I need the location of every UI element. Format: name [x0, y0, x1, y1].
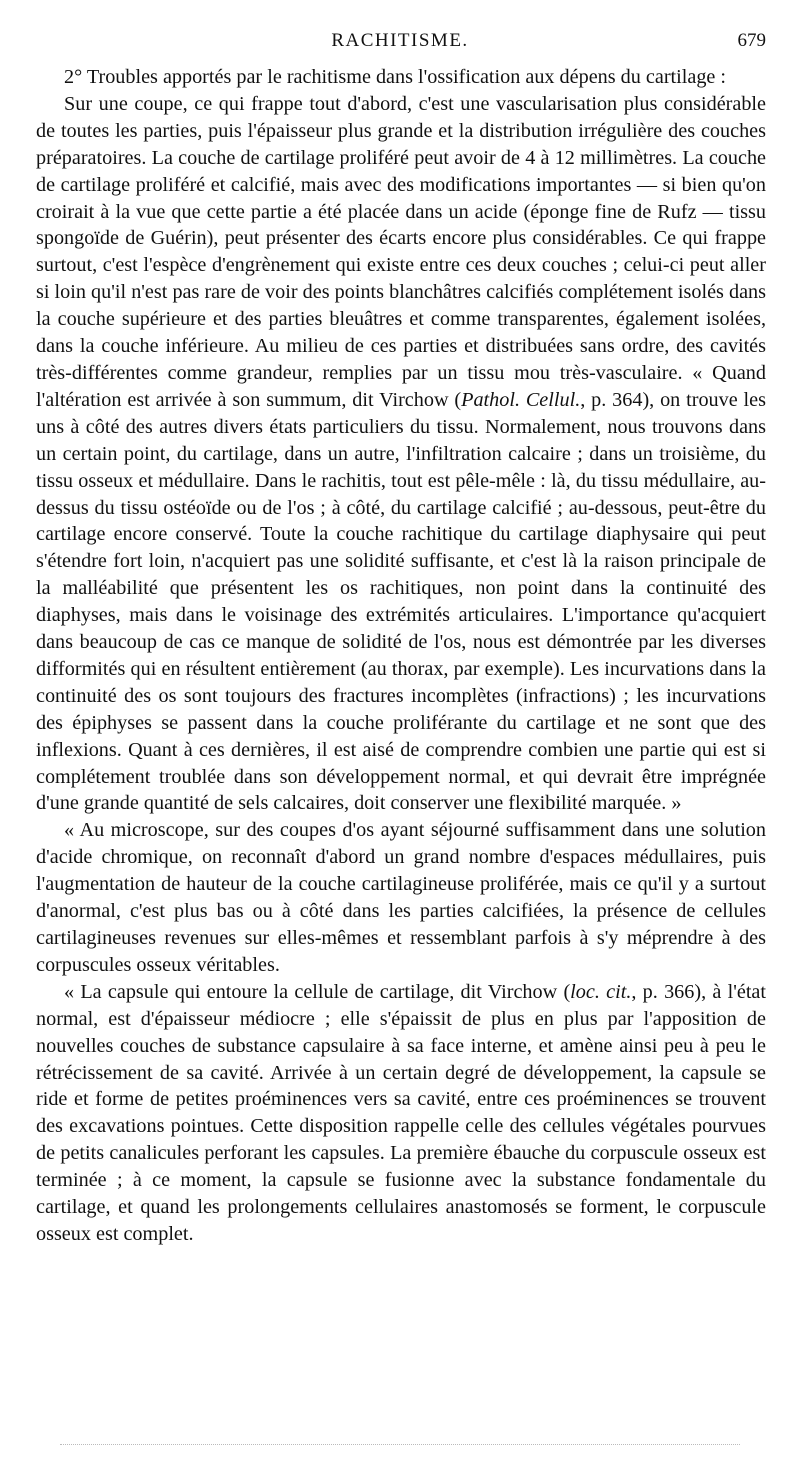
- page-number: 679: [737, 30, 766, 51]
- text-run: , p. 366), à l'état normal, est d'épaisseur médiocre ; elle s'épaissit de plus en plus par l'apposition de nouvelles couches de substance capsulaire à sa face interne, et amène ainsi peu à peu le rétrécissement de sa cavité. Arrivée à un certain degré de développement, la capsule se ride et forme de petites proéminences vers sa cavité, entre ces proéminences se trouvent des excavations pointues. Cette disposition rappelle celle des cellules végétales pourvues de petits canalicules perforant les capsules. La première ébauche du corpuscule osseux est terminée ; à ce moment, la capsule se fusionne avec la substance fondamentale du cartilage, et quand les prolongements cellulaires anastomosés se forment, le corpuscule osseux est complet.: [36, 980, 767, 1245]
- paragraph: [36, 817, 766, 978]
- body-text: [36, 64, 766, 1248]
- text-run: , p. 364), on trouve les uns à côté des autres divers états particuliers du tissu. Normalement, nous trouvons dans un certain point, du cartilage, dans un autre, l'infiltration calcaire ; dans un troisième, du tissu osseux et médullaire. Dans le rachitis, tout est pêle-mêle : là, du tissu médullaire, au-dessus du tissu ostéoïde ou de l'os ; à côté, du cartilage calcifié ; au-dessous, peut-être du cartilage encore conservé. Toute la couche rachitique du cartilage diaphysaire qui peut s'étendre fort loin, n'acquiert pas une solidité suffisante, et c'est là la raison principale de la malléabilité que présentent les os rachitiques, non point dans la continuité des diaphyses, mais dans le voisinage des extrémités articulaires. L'importance qu'acquiert dans beaucoup de cas ce manque de solidité de l'os, nous est démontrée par les diverses difformités qui en résultent entièrement (au thorax, par exemple). Les incurvations dans la continuité des os sont toujours des fractures incomplètes (infractions) ; les incurvations des épiphyses se passent dans la couche proliférante du cartilage et ne sont que des inflexions. Quant à ces dernières, il est aisé de comprendre combien une partie qui est si complétement troublée dans son développement normal, et qui devrait être imprégnée d'une grande quantité de sels calcaires, doit conserver une flexibilité marquée. »: [36, 388, 766, 815]
- text-run: « Au microscope, sur des coupes d'os ayant séjourné suffisamment dans une solution d'acide chromique, on reconnaît d'abord un grand nombre d'espaces médullaires, puis l'augmentation de hauteur de la couche cartilagineuse proliférée, mais ce qu'il y a surtout d'anormal, c'est plus bas ou à côté dans les parties calcifiées, la présence de cellules cartilagineuses revenues sur elles-mêmes et ressemblant parfois à s'y méprendre à des corpuscules osseux véritables.: [36, 819, 766, 976]
- footer-dotted-rule: [60, 1444, 740, 1445]
- text-run: « La capsule qui entoure la cellule de cartilage, dit Virchow (: [64, 980, 571, 1003]
- paragraph: [36, 979, 766, 1248]
- running-title: RACHITISME.: [331, 30, 469, 51]
- italic-citation: Pathol. Cellul.: [461, 388, 581, 411]
- text-run: Sur une coupe, ce qui frappe tout d'abord, c'est une vascularisation plus considérable de toutes les parties, puis l'épaisseur plus grande et la distribution irrégulière des couches préparatoires. La couche de cartilage proliféré peut avoir de 4 à 12 millimètres. La couche de cartilage proliféré et calcifié, mais avec des modifications importantes — si bien qu'on croirait à la vue que cette partie a été placée dans un acide (éponge fine de Rufz — tissu spongoïde de Guérin), peut présenter des écarts encore plus considérables. Ce qui frappe surtout, c'est l'espèce d'engrènement qui existe entre ces deux couches ; celui-ci peut aller si loin qu'il n'est pas rare de voir des points blanchâtres calcifiés complétement isolés dans la couche supérieure et des parties bleuâtres et comme transparentes, également isolées, dans la couche inférieure. Au milieu de ces parties et distribuées sans ordre, des cavités très-différentes comme grandeur, remplies par un tissu mou très-vasculaire. « Quand l'altération est arrivée à son summum, dit Virchow (: [36, 92, 766, 411]
- text-run: 2° Troubles apportés par le rachitisme dans l'ossification aux dépens du cartilage :: [64, 66, 727, 88]
- paragraph: [36, 91, 766, 817]
- italic-citation: loc. cit.: [570, 980, 632, 1003]
- paragraph-heading: [36, 64, 766, 91]
